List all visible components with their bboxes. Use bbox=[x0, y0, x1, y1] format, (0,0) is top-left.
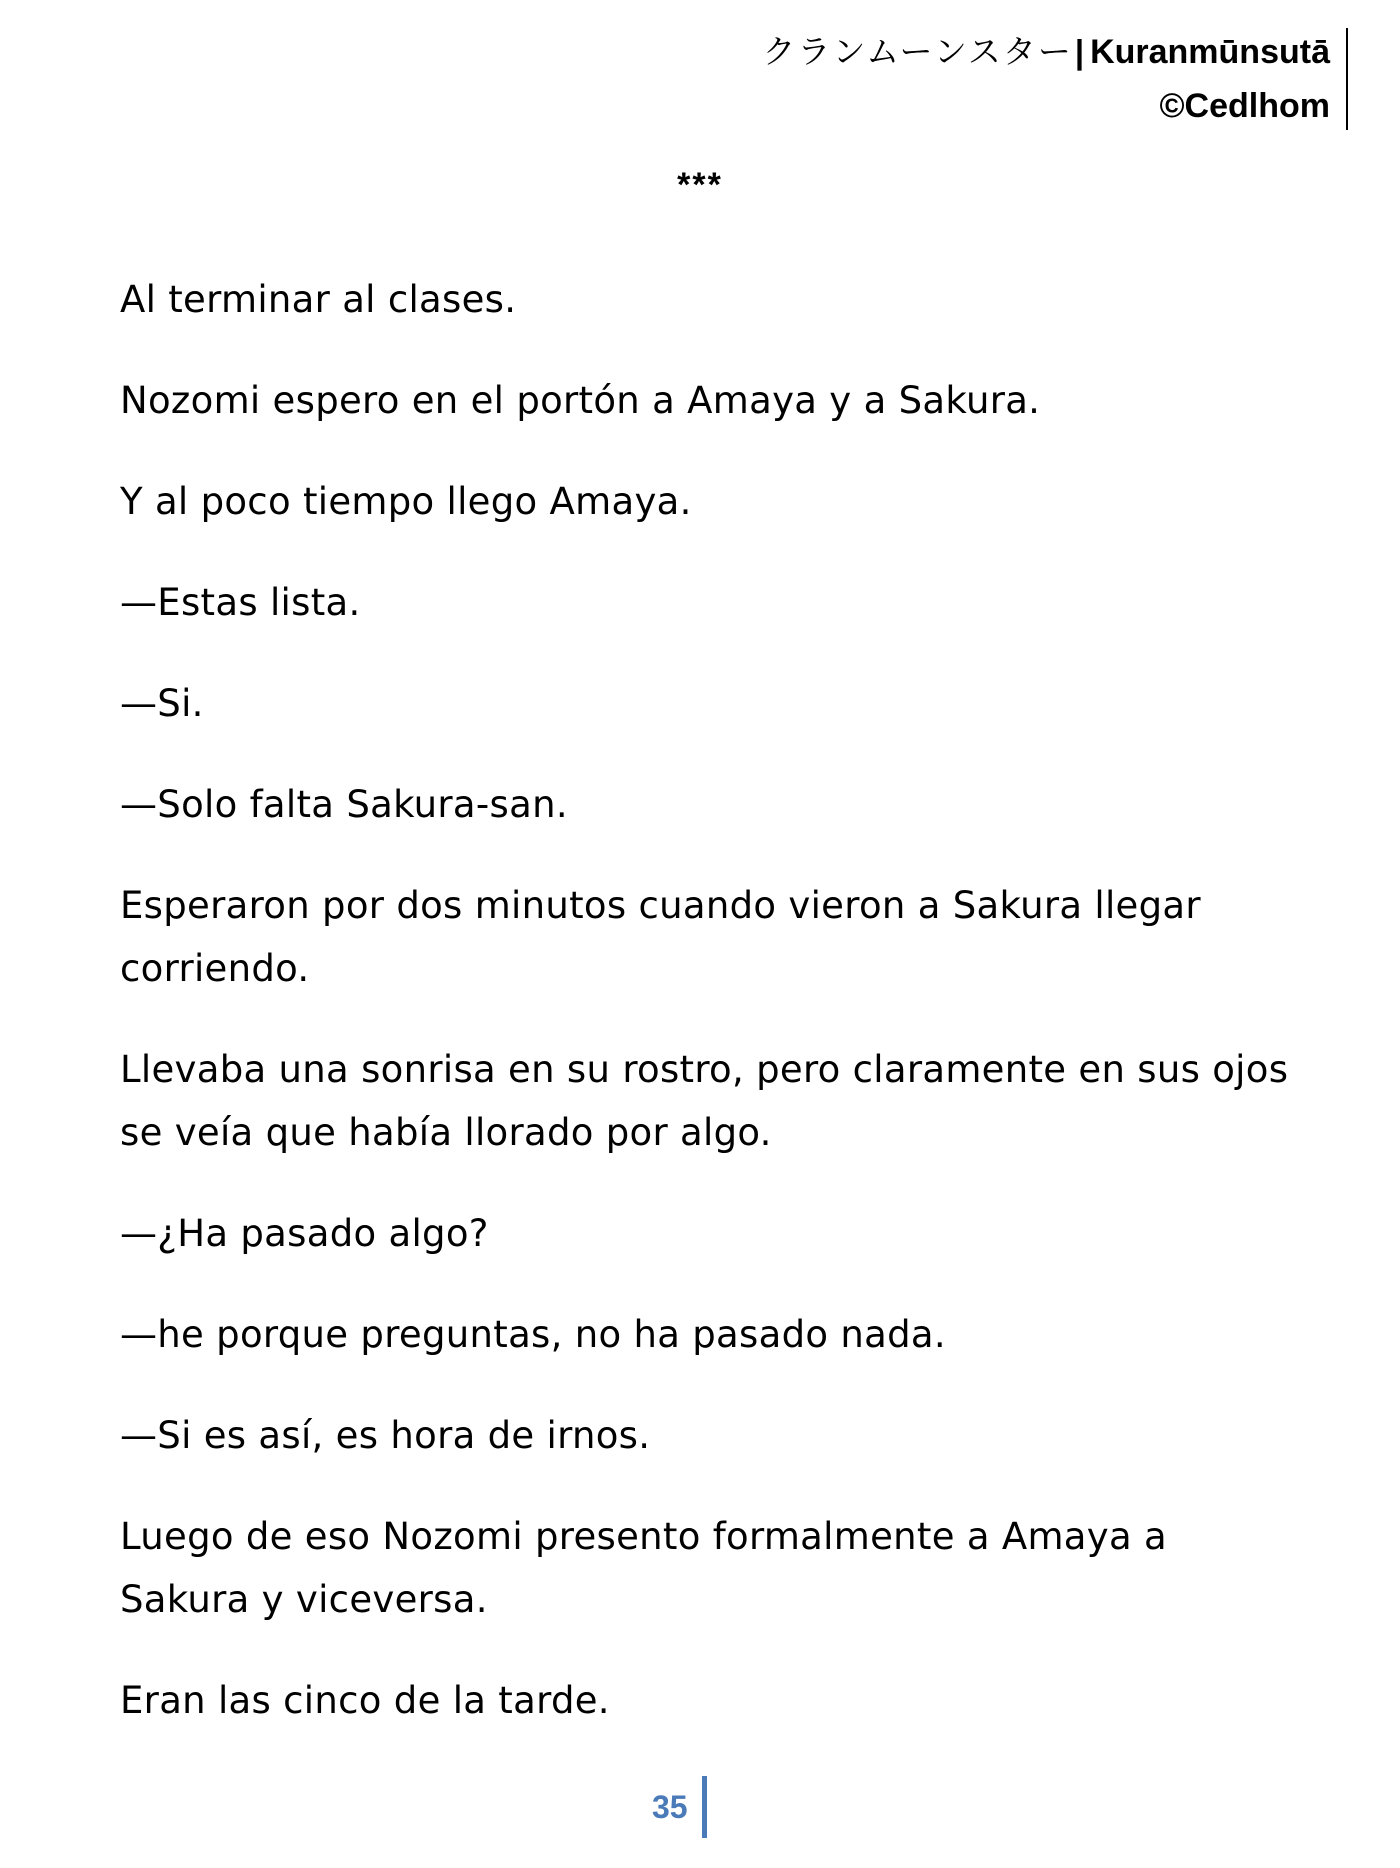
dialogue-line: —Estas lista. bbox=[120, 581, 361, 624]
scene-break: *** bbox=[677, 166, 723, 204]
paragraph: Nozomi espero en el portón a Amaya y a Sakura. bbox=[120, 379, 1041, 422]
dialogue-line: —¿Ha pasado algo? bbox=[120, 1212, 489, 1255]
running-header bbox=[762, 28, 1348, 130]
dialogue-line: —he porque preguntas, no ha pasado nada. bbox=[120, 1313, 946, 1356]
page-number: 35 bbox=[652, 1788, 688, 1825]
paragraph: Luego de eso Nozomi presento formalmente a Amaya a Sakura y viceversa. bbox=[120, 1515, 1167, 1621]
dialogue-line: —Solo falta Sakura-san. bbox=[120, 783, 568, 826]
header-title-japanese: クランムーンスター bbox=[762, 32, 1073, 71]
header-title-romaji: Kuranmūnsutā bbox=[1090, 33, 1330, 71]
paragraph: Al terminar al clases. bbox=[120, 278, 517, 321]
header-title-line bbox=[762, 28, 1330, 82]
paragraph: Y al poco tiempo llego Amaya. bbox=[120, 480, 692, 523]
body-text bbox=[120, 268, 1300, 1770]
paragraph: Eran las cinco de la tarde. bbox=[120, 1679, 610, 1722]
page-footer bbox=[652, 1776, 707, 1838]
header-copyright: ©Cedlhom bbox=[1159, 87, 1330, 125]
dialogue-line: —Si. bbox=[120, 682, 204, 725]
paragraph: Esperaron por dos minutos cuando vieron a Sakura llegar corriendo. bbox=[120, 884, 1201, 990]
dialogue-line: —Si es así, es hora de irnos. bbox=[120, 1414, 651, 1457]
header-separator: | bbox=[1074, 33, 1085, 70]
paragraph: Llevaba una sonrisa en su rostro, pero claramente en sus ojos se veía que había llorado por algo. bbox=[120, 1048, 1289, 1154]
